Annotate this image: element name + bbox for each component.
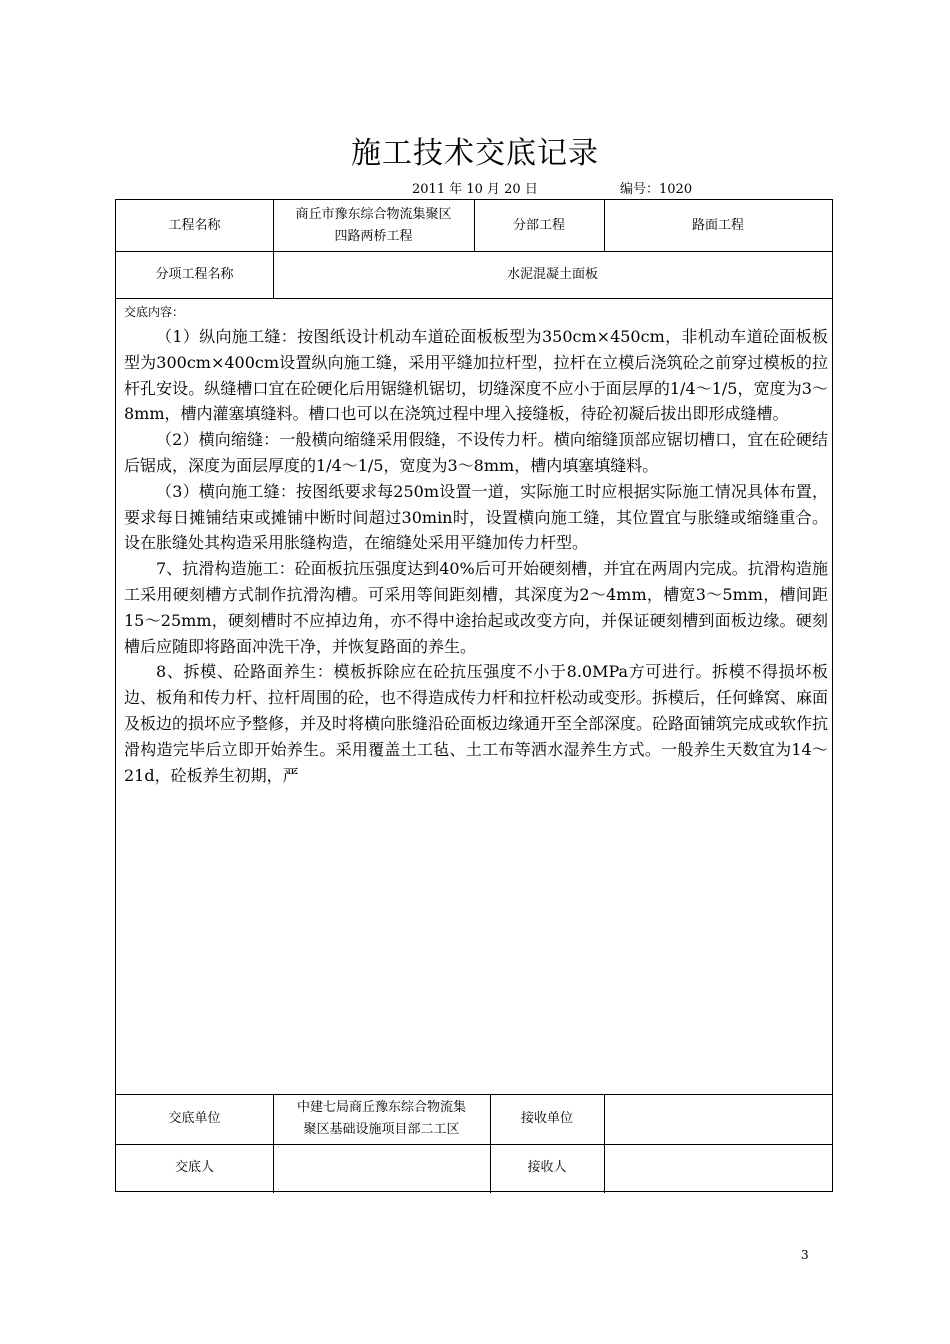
content-paragraph: （3）横向施工缝：按图纸要求每250m设置一道，实际施工时应根据实际施工情况具体布置，要求每日摊铺结束或摊铺中断时间超过30min时，设置横向施工缝，其位置宜与胀缝或缩缝重合。设在胀缝处其构造采用胀缝构造，在缩缝处采用平缝加传力杆型。 — [124, 481, 828, 553]
subitem-value: 水泥混凝土面板 — [506, 266, 598, 282]
project-name-label: 工程名称 — [168, 217, 221, 233]
document-title: 施工技术交底记录 — [351, 136, 599, 171]
issuer-person-label: 交底人 — [174, 1159, 214, 1175]
content-paragraph: 7、抗滑构造施工：砼面板抗压强度达到40%后可开始硬刻槽，并宜在两周内完成。抗滑构造施工采用硬刻槽方式制作抗滑沟槽。可采用等间距刻槽，其深度为2～4mm，槽宽3～5mm，槽间距15～25mm，硬刻槽时不应掉边角，亦不得中途抬起或改变方向，并保证硬刻槽到面板边缘。硬刻槽后应随即将路面冲洗干净，并恢复路面的养生。 — [124, 559, 828, 656]
issuer-unit-label: 交底单位 — [168, 1111, 221, 1126]
content-paragraph: 8、拆模、砼路面养生：模板拆除应在砼抗压强度不小于8.0MPa方可进行。拆模不得损坏板边、板角和传力杆、拉杆周围的砼，也不得造成传力杆和拉杆松动或变形。拆模后，任何蜂窝、麻面及板边的损坏应予整修，并及时将横向胀缝沿砼面板边缘通开至全部深度。砼路面铺筑完成或软作抗滑构造完毕后立即开始养生。采用覆盖土工毡、土工布等洒水湿养生方式。一般养生天数宜为14～21d，砼板养生初期，严 — [124, 662, 829, 785]
receiver-unit-value[interactable] — [604, 1094, 832, 1144]
receiver-person-label: 接收人 — [527, 1159, 567, 1175]
document-date: 2011 年 10 月 20 日 — [412, 182, 538, 197]
subitem-label: 分项工程名称 — [155, 266, 234, 282]
content-label: 交底内容： — [124, 305, 185, 319]
issuer-person-value[interactable] — [273, 1144, 490, 1191]
division-label: 分部工程 — [512, 217, 565, 233]
receiver-person-value[interactable] — [604, 1144, 832, 1191]
content-paragraph: （2）横向缩缝：一般横向缩缝采用假缝，不设传力杆。横向缩缝顶部应锯切槽口，宜在砼硬结后锯成，深度为面层厚度的1/4～1/5，宽度为3～8mm，槽内填塞填缝料。 — [124, 430, 828, 475]
disclosure-form — [115, 199, 833, 1192]
document-number: 编号：1020 — [620, 182, 693, 197]
receiver-unit-label: 接收单位 — [520, 1111, 573, 1126]
project-name-value: 商丘市豫东综合物流集聚区 四路两桥工程 — [295, 206, 452, 244]
content-paragraph: （1）纵向施工缝：按图纸设计机动车道砼面板板型为350cm×450cm，非机动车道砼面板板型为300cm×400cm设置纵向施工缝，采用平缝加拉杆型，拉杆在立模后浇筑砼之前穿过模板的拉杆孔安设。纵缝槽口宜在砼硬化后用锯缝机锯切，切缝深度不应小于面层厚的1/4～1/5，宽度为3～8mm，槽内灌塞填缝料。槽口也可以在浇筑过程中埋入接缝板，待砼初凝后拔出即形成缝槽。 — [124, 327, 828, 424]
issuer-unit-value: 中建七局商丘豫东综合物流集 聚区基础设施项目部二工区 — [296, 1100, 466, 1137]
form-rule — [116, 298, 832, 299]
division-value: 路面工程 — [691, 217, 744, 233]
page-number: 3 — [801, 1248, 809, 1262]
content-body — [124, 324, 828, 788]
